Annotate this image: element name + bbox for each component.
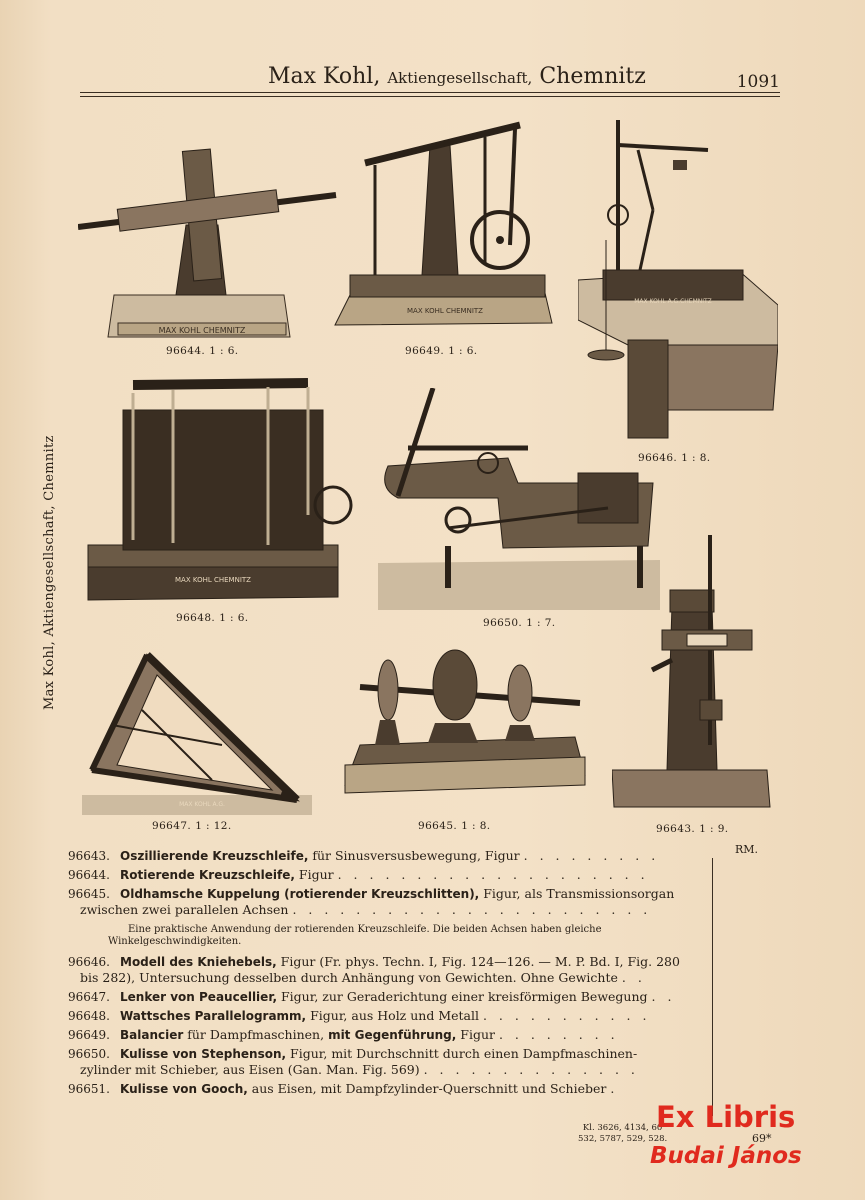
figure-96644 (78, 145, 340, 345)
figure-96643 (612, 535, 772, 810)
entry-number: 96645. (68, 887, 110, 901)
header-rule-thin (80, 96, 780, 97)
figure-96648 (78, 375, 358, 605)
figure-96649 (330, 115, 560, 330)
entry-name: Lenker von Peaucellier, (120, 990, 278, 1004)
entry-name: Modell des Kniehebels, (120, 955, 277, 969)
svg-text:MAX KOHL CHEMNITZ: MAX KOHL CHEMNITZ (175, 576, 251, 584)
entry-number: 96648. (68, 1009, 110, 1023)
rotating-slider-crank-illustration (78, 145, 340, 345)
list-item: 96646. Modell des Kniehebels, Figur (Fr. phys. Techn. I, Fig. 124—126. — M. P. Bd. I, Fig. 280 bis 282), Untersuchung desselben durch Anhängung von Gewichten. Ohne Gewichte . . (68, 954, 680, 985)
oscillating-slider-crank-illustration (612, 535, 772, 810)
side-running-title: Max Kohl, Aktiengesellschaft, Chemnitz (42, 435, 57, 710)
svg-text:MAX KOHL A.G.CHEMNITZ: MAX KOHL A.G.CHEMNITZ (634, 298, 712, 305)
entry-number: 96646. (68, 955, 110, 969)
catalog-reference (578, 1123, 667, 1145)
catalog-reference-line2: 532, 5787, 529, 528. (578, 1134, 668, 1144)
svg-text:MAX KOHL CHEMNITZ: MAX KOHL CHEMNITZ (407, 307, 483, 315)
list-item: 96648. Wattsches Parallelogramm, Figur, aus Holz und Metall . . . . . . . . . . . (68, 1008, 651, 1023)
price-column-rule (712, 858, 713, 1116)
figure-96647 (82, 650, 312, 815)
list-item: 96651. Kulisse von Gooch, aus Eisen, mit Dampfzylinder-Querschnitt und Schieber . (68, 1081, 619, 1096)
header-title (268, 64, 646, 89)
header-city: Chemnitz (539, 64, 646, 89)
list-item: 96643. Oszillierende Kreuzschleife, für Sinusversusbewegung, Figur . . . . . . . . . (68, 848, 660, 863)
list-item: 96649. Balancier für Dampfmaschinen, mit Gegenführung, Figur . . . . . . . . (68, 1027, 619, 1042)
oldham-coupling-illustration (340, 645, 590, 810)
caption-96648: 96648. 1 : 6. (176, 612, 249, 624)
entry-text: Figur, zur Geraderichtung einer kreisförmigen Bewegung (277, 989, 648, 1004)
entry-number: 96643. (68, 849, 110, 863)
entry-text-continued: bis 282), Untersuchung desselben durch Anhängung von Gewichten. Ohne Gewichte (80, 970, 618, 985)
svg-text:MAX KOHL CHEMNITZ: MAX KOHL CHEMNITZ (158, 326, 246, 335)
entry-text: Figur, aus Holz und Metall (306, 1008, 479, 1023)
caption-96646: 96646. 1 : 8. (638, 452, 711, 464)
entry-text: Figur, als Transmissionsorgan (479, 886, 675, 901)
entry-name: Oldhamsche Kuppelung (rotierender Kreuzschlitten), (120, 887, 480, 901)
entry-name: Balancier (120, 1028, 184, 1042)
entry-name: Wattsches Parallelogramm, (120, 1009, 307, 1023)
list-item: 96645. Oldhamsche Kuppelung (rotierender Kreuzschlitten), Figur, als Transmissionsorgan zwischen zwei parallelen Achsen . . . . . . . . . . . . . . . . . . . . . . . (68, 886, 675, 917)
page-number: 1091 (736, 72, 780, 92)
entry-number: 96644. (68, 868, 110, 882)
caption-96649: 96649. 1 : 6. (405, 345, 478, 357)
entry-text: für Dampfmaschinen, (183, 1027, 329, 1042)
entry-text: für Sinusversusbewegung, Figur (308, 848, 520, 863)
caption-96647: 96647. 1 : 12. (152, 820, 232, 832)
entry-text: Figur (Fr. phys. Techn. I, Fig. 124—126. — M. P. Bd. I, Fig. 280 (276, 954, 680, 969)
list-item: 96650. Kulisse von Stephenson, Figur, mit Durchschnitt durch einen Dampfmaschinen- zylinder mit Schieber, aus Eisen (Gan. Man. Fig. 569) . . . . . . . . . . . . . . (68, 1046, 639, 1077)
figure-96645 (340, 645, 590, 810)
entry-name: Rotierende Kreuzschleife, (120, 868, 295, 882)
header-rule (80, 92, 780, 93)
entry-number: 96651. (68, 1082, 110, 1096)
entry-text: Figur, mit Durchschnitt durch einen Dampfmaschinen- (286, 1046, 638, 1061)
caption-96644: 96644. 1 : 6. (166, 345, 239, 357)
watt-parallelogram-illustration (78, 375, 358, 605)
entry-name: Kulisse von Stephenson, (120, 1047, 287, 1061)
entry-name: Kulisse von Gooch, (120, 1082, 248, 1096)
list-item: 96644. Rotierende Kreuzschleife, Figur . . . . . . . . . . . . . . . . . . . . (68, 867, 649, 882)
entry-number: 96650. (68, 1047, 110, 1061)
beam-engine-balancier-illustration (330, 115, 560, 330)
entry-number: 96649. (68, 1028, 110, 1042)
entry-text-after: Figur (456, 1027, 495, 1042)
ex-libris-owner: Budai János (650, 1143, 802, 1169)
entry-name-secondary: mit Gegenführung, (328, 1028, 457, 1042)
catalog-entries (68, 848, 708, 1100)
caption-96643: 96643. 1 : 9. (656, 823, 729, 835)
entry-text: aus Eisen, mit Dampfzylinder-Querschnitt und Schieber (247, 1081, 607, 1096)
entry-text-continued: zylinder mit Schieber, aus Eisen (Gan. Man. Fig. 569) (80, 1062, 420, 1077)
ex-libris-stamp: Ex Libris (656, 1100, 796, 1134)
svg-text:MAX KOHL A.G.: MAX KOHL A.G. (179, 801, 225, 808)
caption-96645: 96645. 1 : 8. (418, 820, 491, 832)
entry-number: 96647. (68, 990, 110, 1004)
page-signature: 69* (752, 1132, 772, 1145)
entry-text: Figur (294, 867, 334, 882)
rm-mark: RM. (735, 843, 759, 856)
entry-name: Oszillierende Kreuzschleife, (120, 849, 309, 863)
entry-text-continued: zwischen zwei parallelen Achsen (80, 902, 289, 917)
list-item: 96647. Lenker von Peaucellier, Figur, zur Geraderichtung einer kreisförmigen Bewegung . . (68, 989, 676, 1004)
page-header (80, 60, 780, 94)
caption-96650: 96650. 1 : 7. (483, 617, 556, 629)
header-company: Max Kohl, (268, 64, 381, 89)
entry-note: Eine praktische Anwendung der rotierenden Kreuzschleife. Die beiden Achsen haben gleiche Winkelgeschwindigkeiten. (108, 924, 602, 947)
catalog-reference-line1: Kl. 3626, 4134, 60 (582, 1123, 663, 1133)
peaucellier-linkage-illustration (82, 650, 312, 815)
header-company-type: Aktiengesellschaft, (387, 69, 533, 87)
